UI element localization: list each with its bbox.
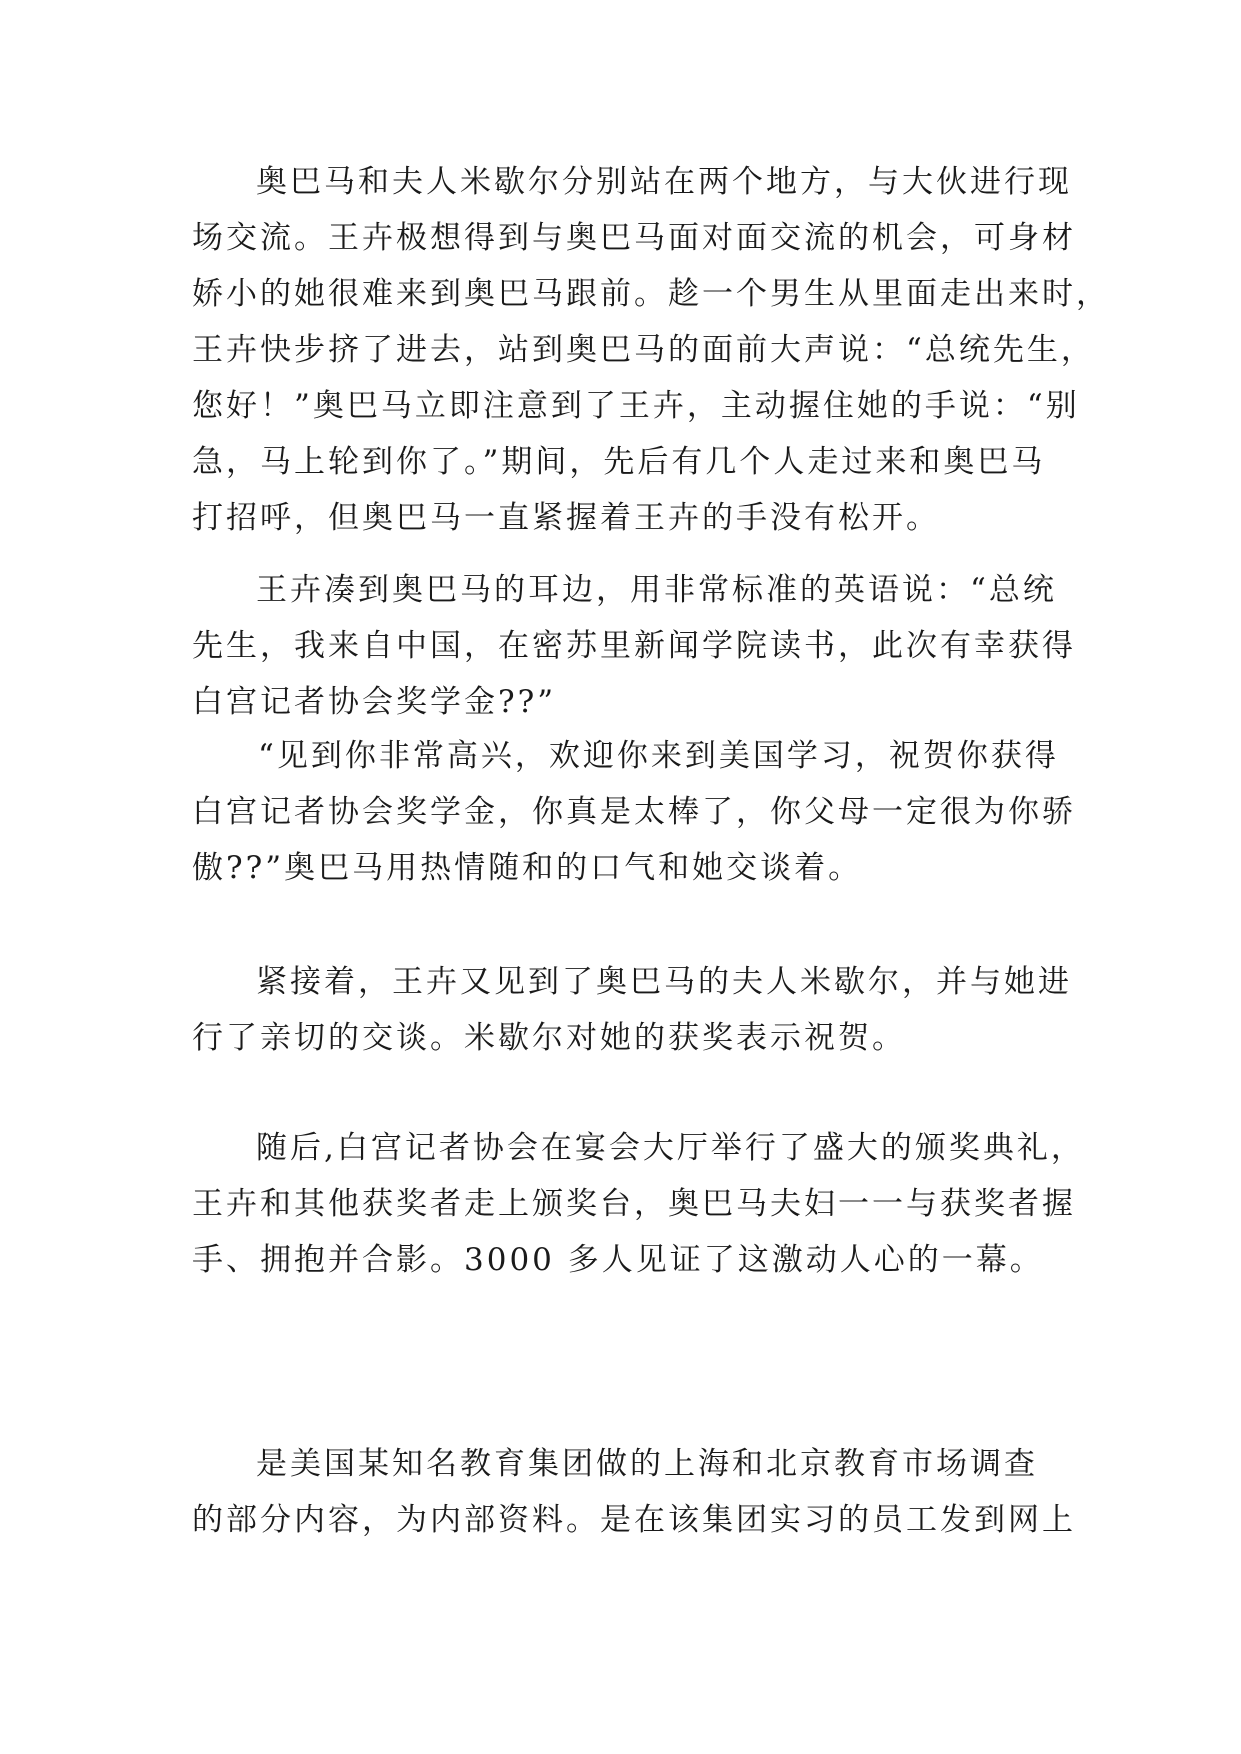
text-line: 是美国某知名教育集团做的上海和北京教育市场调查 — [256, 1446, 1038, 1482]
text-line: 傲??”奥巴马用热情随和的口气和她交谈着。 — [192, 850, 863, 886]
paragraph-meeting-michelle — [192, 954, 1072, 1066]
text-line: 急，马上轮到你了。”期间，先后有几个人走过来和奥巴马 — [192, 444, 1046, 480]
paragraph-meeting-obama — [192, 154, 1110, 546]
paragraph-self-introduction — [192, 562, 1076, 730]
paragraph-obama-reply — [192, 728, 1076, 896]
text-line: 王卉和其他获奖者走上颁奖台，奥巴马夫妇一一与获奖者握 — [192, 1186, 1076, 1222]
text-line: “见到你非常高兴，欢迎你来到美国学习，祝贺你获得 — [258, 738, 1059, 774]
text-line: 行了亲切的交谈。米歇尔对她的获奖表示祝贺。 — [192, 1020, 906, 1056]
text-line: 王卉快步挤了进去，站到奥巴马的面前大声说：“总统先生， — [192, 332, 1095, 368]
paragraph-market-survey — [192, 1436, 1076, 1548]
text-line: 手、拥抱并合影。3000 多人见证了这激动人心的一幕。 — [192, 1242, 1044, 1278]
text-line: 娇小的她很难来到奥巴马跟前。趁一个男生从里面走出来时， — [192, 276, 1110, 312]
text-line: 场交流。王卉极想得到与奥巴马面对面交流的机会，可身材 — [192, 220, 1076, 256]
text-line: 您好！”奥巴马立即注意到了王卉，主动握住她的手说：“别 — [192, 388, 1080, 424]
paragraph-award-ceremony — [192, 1120, 1085, 1288]
text-line: 先生，我来自中国，在密苏里新闻学院读书，此次有幸获得 — [192, 628, 1076, 664]
text-line: 紧接着，王卉又见到了奥巴马的夫人米歇尔，并与她进 — [256, 964, 1072, 1000]
text-line: 王卉凑到奥巴马的耳边，用非常标准的英语说：“总统 — [256, 572, 1057, 608]
text-line: 白宫记者协会奖学金，你真是太棒了，你父母一定很为你骄 — [192, 794, 1076, 830]
text-line: 奥巴马和夫人米歇尔分别站在两个地方，与大伙进行现 — [256, 164, 1072, 200]
text-line: 打招呼，但奥巴马一直紧握着王卉的手没有松开。 — [192, 500, 940, 536]
text-line: 随后,白宫记者协会在宴会大厅举行了盛大的颁奖典礼， — [256, 1130, 1085, 1166]
text-line: 的部分内容，为内部资料。是在该集团实习的员工发到网上 — [192, 1502, 1076, 1538]
text-line: 白宫记者协会奖学金??” — [192, 684, 557, 720]
